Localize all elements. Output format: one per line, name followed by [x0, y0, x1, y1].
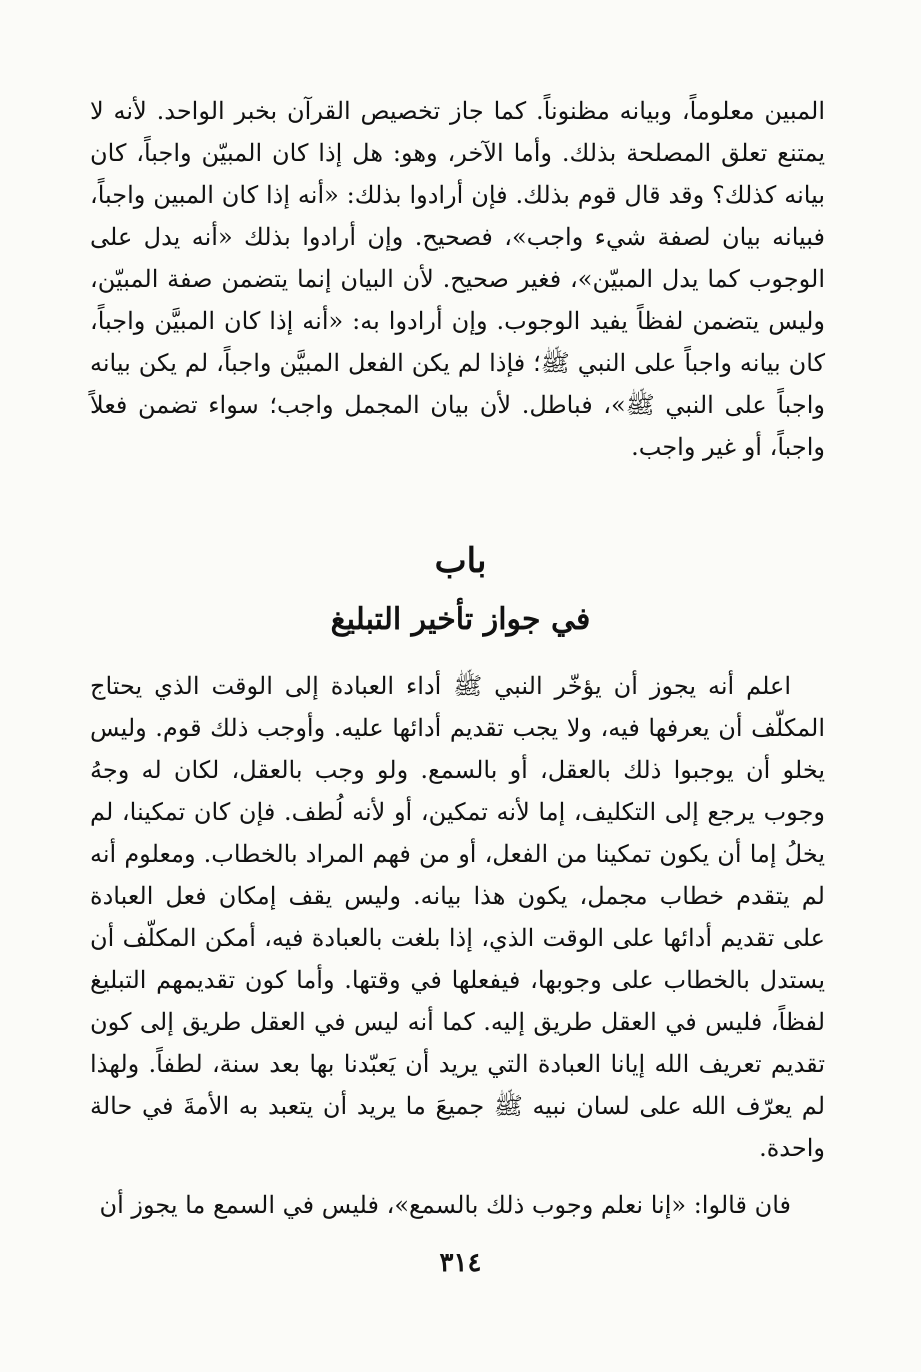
chapter-heading: باب	[434, 541, 487, 581]
paragraph-continuation: المبين معلوماً، وبيانه مظنوناً. كما جاز تخصيص القرآن بخبر الواحد. لأنه لا يمتنع تعلق المصلحة بذلك. وأما الآخر، وهو: هل إذا كان المبيّن واجباً، كان بيانه كذلك؟ وقد قال قوم بذلك. فإن أرادوا بذلك: «أنه إذا كان المبين واجباً، فبيانه بيان لصفة شيء واجب»، فصحيح. وإن أرادوا بذلك «أنه يدل على الوجوب كما يدل المبيّن»، فغير صحيح. لأن البيان إنما يتضمن صفة المبيّن، وليس يتضمن لفظاً يفيد الوجوب. وإن أرادوا به: «أنه إذا كان المبيَّن واجباً، كان بيانه واجباً على النبي ﷺ؛ فإذا لم يكن الفعل المبيَّن واجباً، لم يكن بيانه واجباً على النبي ﷺ»، فباطل. لأن بيان المجمل واجب؛ سواء تضمن فعلاً واجباً، أو غير واجب.	[90, 97, 826, 461]
page-number: ٣١٤	[439, 1248, 482, 1278]
chapter-subtitle: في جواز تأخير التبليغ	[330, 602, 591, 637]
paragraph-main: اعلم أنه يجوز أن يؤخّر النبي ﷺ أداء العبادة إلى الوقت الذي يحتاج المكلّف أن يعرفها فيه، ولا يجب تقديم أدائها عليه. وأوجب ذلك قوم. وليس يخلو أن يوجبوا ذلك بالعقل، أو بالسمع. ولو وجب بالعقل، لكان له وجهُ وجوب يرجع إلى التكليف، إما لأنه تمكين، أو لأنه لُطف. فإن كان تمكينا، لم يخلُ إما أن يكون تمكينا من الفعل، أو من فهم المراد بالخطاب. ومعلوم أنه لم يتقدم خطاب مجمل، يكون هذا بيانه. وليس يقف إمكان فعل العبادة على تقديم أدائها على الوقت الذي، إذا بلغت بالعبادة فيه، أمكن المكلّف أن يستدل بالخطاب على وجوبها، فيفعلها في وقتها. وأما كون تقديمهم التبليغ لفظاً، فليس في العقل طريق إليه. كما أنه ليس في العقل طريق إلى كون تقديم تعريف الله إيانا العبادة التي يريد أن يَعبّدنا بها بعد سنة، لطفاً. ولهذا لم يعرّف الله على لسان نبيه ﷺ جميعَ ما يريد أن يتعبد به الأمةَ في حالة واحدة.	[90, 672, 825, 1162]
paragraph-objection: فان قالوا: «إنا نعلم وجوب ذلك بالسمع»، فليس في السمع ما يجوز أن	[99, 1191, 791, 1219]
